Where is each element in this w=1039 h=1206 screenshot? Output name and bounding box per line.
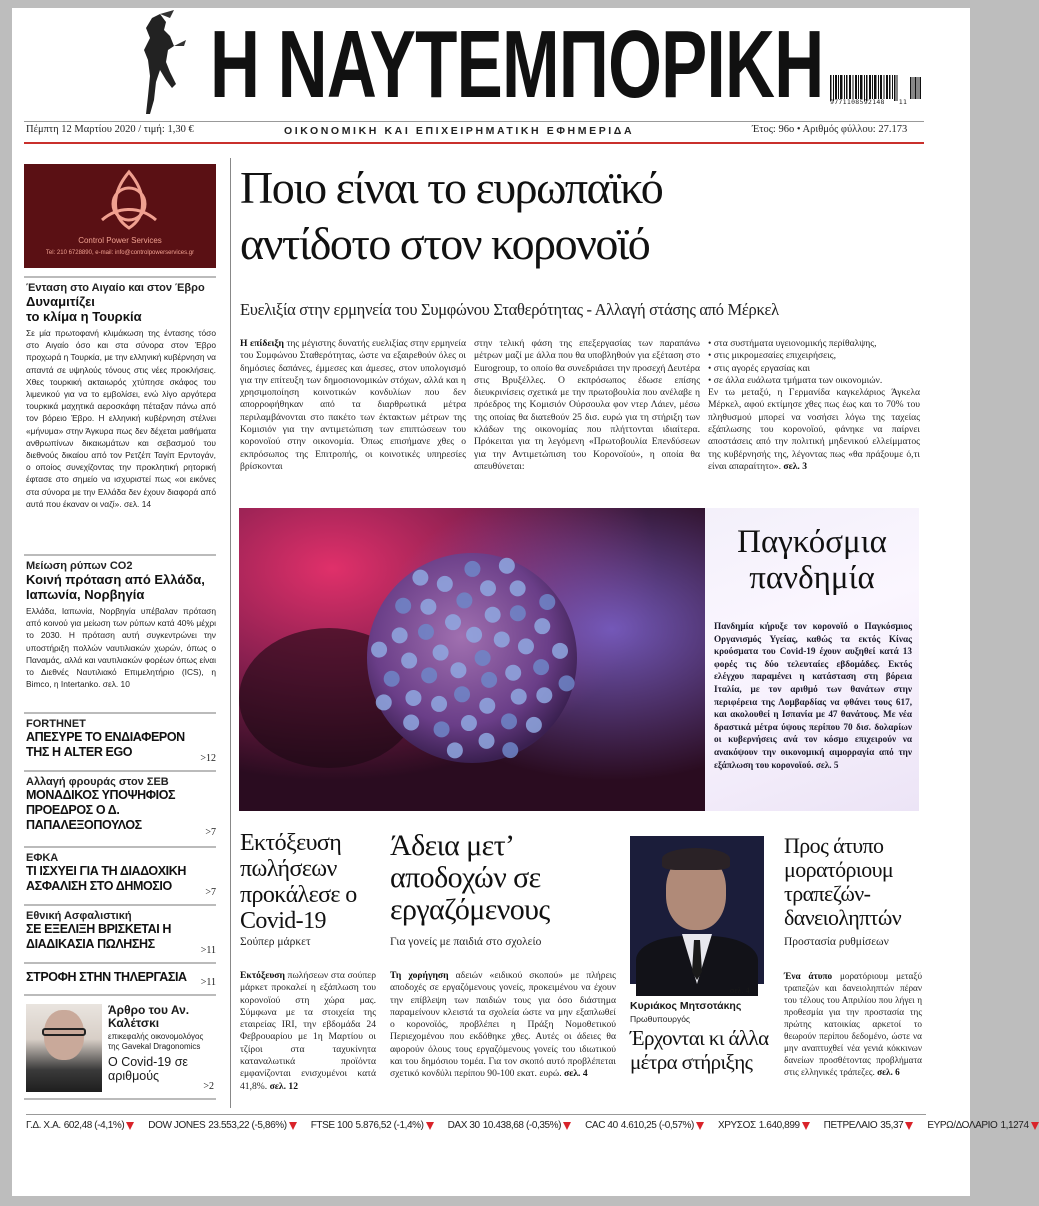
column-text: μορατόριουμ μεταξύ τραπεζών και δανειοληπτών πέραν του τέλους του Απριλίου που λήγει η προθεσμία για την προστασία της πρώτης κατοικίας αρκετοί το θεωρούν περίπου δεδομένο, ώστε να μην αναπτυχθεί νέα γενιά κόκκινων δανείων προσθέτοντας προβλήματα στις ελληνικές τράπεζες. — [784, 971, 922, 1077]
issue-info: Έτος: 96ο • Αριθμός φύλλου: 27.173 — [752, 124, 908, 135]
leave-deck: Για γονείς με παιδιά στο σχολείο — [390, 936, 542, 948]
coronavirus-illustration — [239, 508, 705, 811]
lead-column-3 — [708, 338, 920, 473]
virus-spike — [450, 662, 466, 678]
virus-spike — [445, 614, 461, 630]
virus-spike — [461, 715, 477, 731]
opinion-role: επικεφαλής οικονομολόγος της Gavekal Dragonomics — [108, 1032, 204, 1051]
leave-body — [390, 970, 616, 1081]
ticker-value: 1,1274 — [1000, 1120, 1029, 1131]
brief-kicker: ΕΦΚΑ — [26, 852, 59, 864]
leave-headline[interactable]: Άδεια μετ’ αποδοχών σε εργαζόμενους — [390, 829, 550, 926]
bullet-item: • στις αγορές εργασίας και — [708, 362, 811, 374]
virus-spike — [447, 742, 463, 758]
down-arrow-icon — [696, 1122, 704, 1130]
masthead-divider — [24, 121, 924, 122]
virus-spike — [479, 733, 495, 749]
virus-spike — [433, 645, 449, 661]
moratorium-headline[interactable]: Προς άτυπο μορατόριουμ τραπεζών-δανειοληπτών — [784, 833, 902, 930]
brief-headline: ΣΤΡΟΦΗ ΣΤΗΝ ΤΗΛΕΡΓΑΣΙΑ — [26, 970, 187, 984]
virus-spike — [384, 671, 400, 687]
sidebar-divider — [24, 1098, 216, 1100]
virus-spike — [539, 594, 555, 610]
headline-line: Δυναμιτίζει — [26, 294, 95, 309]
brief-headline: ΜΟΝΑΔΙΚΟΣ ΥΠΟΨΗΦΙΟΣ ΠΡΟΕΔΡΟΣ Ο Δ. ΠΑΠΑΛΕΞΟΠΟΥΛΟΣ — [26, 788, 176, 832]
ticker-value: 10.438,68 (-0,35%) — [482, 1120, 562, 1131]
opinion-headline: Ο Covid-19 σε αριθμούς — [108, 1055, 188, 1083]
ticker-label: ΕΥΡΩ/ΔΟΛΑΡΙΟ — [927, 1120, 998, 1131]
down-arrow-icon — [1031, 1122, 1039, 1130]
down-arrow-icon — [802, 1122, 810, 1130]
column-text: Εν τω μεταξύ, η Γερμανίδα καγκελάριος Άγκελα Μέρκελ, αφού εκτίμησε χθες πως έως και το 70% του πληθυσμού μπορεί να νοσήσει λόγω της ταχείας εξάπλωσης του κορονοϊού, φάνηκε να παίρνει αποστάσεις από την πολιτική μηδενικού ελλείμματος της κυβέρνησής της, λέγοντας πως «θα πράξουμε ό,τι είναι απαραίτητο». — [708, 387, 920, 472]
ticker-value: 4.610,25 (-0,57%) — [620, 1120, 694, 1131]
ticker-label: ΠΕΤΡΕΛΑΙΟ — [823, 1120, 878, 1131]
sidebar-divider — [24, 276, 216, 278]
ticker-label: FTSE 100 — [310, 1120, 353, 1131]
virus-spike — [499, 558, 515, 574]
brief-kicker: FORTHNET — [26, 718, 86, 730]
virus-spike — [559, 675, 575, 691]
virus-spike — [371, 642, 387, 658]
story-kicker: Ένταση στο Αιγαίο και στον Έβρο — [26, 282, 205, 294]
down-arrow-icon — [289, 1122, 297, 1130]
virus-spike — [485, 607, 501, 623]
virus-spike — [466, 627, 482, 643]
sidebar-divider — [24, 554, 216, 556]
supermarket-deck: Σούπερ μάρκετ — [240, 936, 311, 948]
virus-spike — [475, 650, 491, 666]
ticker-value: 35,37 — [880, 1120, 904, 1131]
virus-spike — [511, 689, 527, 705]
virus-spike — [376, 694, 392, 710]
sidebar-story-co2[interactable] — [26, 560, 216, 690]
page-ref: σελ. 12 — [269, 1080, 299, 1092]
lead-subheadline: Ευελιξία στην ερμηνεία του Συμφώνου Σταθερότητας - Αλλαγή στάσης από Μέρκελ — [240, 300, 779, 319]
ad-contact: Tel: 210 6728890, e-mail: info@controlpowerservices.gr — [45, 250, 195, 256]
ticker-label: ΧΡΥΣΟΣ — [717, 1120, 756, 1131]
barcode-addon: 11 — [898, 98, 908, 106]
brief-telework[interactable] — [26, 970, 216, 988]
lead-column-2: στην τελική φάση της επεξεργασίας των παραπάνω μέτρων μαζί με άλλα που θα υποβληθούν για εξέταση στο Eurogroup, το οποίο θα συνεδριάσει την προσεχή Δευτέρα στις Βρυξέλλες. Ο εκπρόσωπος έδωσε επίσης διευκρινίσεις σχετικά με την πρωτοβουλία που ανέλαβε η πρόεδρος της Κομισιόν Ούρσουλα φον ντερ Λάιεν, μέσω της οποίας θα διατεθούν 25 δισ. ευρώ για τη στήριξη των κλάδων της οικονομίας που πλήττονται ιδιαίτερα. Πρόκειται για τη λεγόμενη «Πρωτοβουλία Επενδύσεων για την Αντιμετώπιση του Κορονοϊού», η οποία θα απευθύνεται: — [474, 338, 700, 472]
ticker-label: DAX 30 — [447, 1120, 480, 1131]
down-arrow-icon — [126, 1122, 134, 1130]
page-ref: σελ. 3 — [783, 460, 807, 472]
barcode-number — [830, 98, 907, 106]
story-kicker: Μείωση ρύπων CO2 — [26, 560, 133, 572]
page-ref: σελ. 4 — [564, 1068, 588, 1080]
virus-spike — [505, 665, 521, 681]
pandemic-body: Πανδημία κήρυξε τον κορονοϊό ο Παγκόσμιος Οργανισμός Υγείας, καθώς τα εκτός Κίνας κρούσματα του Covid-19 έχουν αυξηθεί κατά 13 φορές τις δύο τελευταίες εβδομάδες. Εκτός ελέγχου παραμένει η κατάσταση στη βόρεια Ιταλία, με τον αριθμό των θανάτων στην περιφέρεια της Λομβαρδίας να φθάνει τους 617, και ακολουθεί η Ισπανία με 47 θανάτους. Με νέα δραστικά μέτρα ύψους περίπου 70 δισ. δολαρίων οι κυβερνήσεις ανά τον κόσμο επιχειρούν να ανακόψουν την οικονομική αιμορραγία από την εξάπλωση του κορονοϊού. σελ. 5 — [714, 621, 912, 770]
down-arrow-icon — [426, 1122, 434, 1130]
story-headline — [26, 294, 216, 324]
virus-spike — [421, 667, 437, 683]
column-divider — [230, 158, 231, 1108]
columnist-photo — [26, 1004, 102, 1092]
headline-line: πανδημία — [749, 560, 875, 596]
brief-ethniki[interactable] — [26, 910, 216, 956]
page-ref: >7 — [205, 887, 216, 898]
brief-forthnet[interactable] — [26, 718, 216, 764]
brief-headline: ΤΙ ΙΣΧΥΕΙ ΓΙΑ ΤΗ ΔΙΑΔΟΧΙΚΗ ΑΣΦΑΛΙΣΗ ΣΤΟ ΔΗΜΟΣΙΟ — [26, 864, 186, 893]
bullet-item: • σε άλλα ευάλωτα τμήματα των οικονομιών. — [708, 374, 883, 386]
sidebar-divider — [24, 712, 216, 714]
ticker-item — [148, 1120, 296, 1131]
pandemic-headline[interactable] — [712, 524, 912, 596]
ticker-value: 5.876,52 (-1,4%) — [355, 1120, 424, 1131]
pm-photo — [630, 836, 764, 984]
date-price: Πέμπτη 12 Μαρτίου 2020 / τιμή: 1,30 € — [26, 124, 194, 135]
red-rule — [24, 142, 924, 144]
newspaper-front-page — [12, 8, 1029, 1196]
virus-spike — [481, 672, 497, 688]
lead-in: Εκτόξευση — [240, 970, 285, 981]
virus-spike — [403, 714, 419, 730]
virus-spike — [420, 599, 436, 615]
ticker-label: Γ.Δ. Χ.Α. — [26, 1120, 61, 1131]
virus-spike — [392, 627, 408, 643]
virus-spike — [456, 592, 472, 608]
page-ref: >12 — [200, 753, 216, 764]
virus-spike — [518, 638, 534, 654]
triquetra-icon — [94, 166, 164, 236]
ticker-divider — [26, 1114, 926, 1115]
pm-role: Πρωθυπουργός — [630, 1014, 691, 1024]
sidebar-divider — [24, 770, 216, 772]
headline-line: το κλίμα η Τουρκία — [26, 309, 142, 324]
bullet-item: • στις μικρομεσαίες επιχειρήσεις, — [708, 350, 836, 362]
virus-spike — [536, 687, 552, 703]
brief-kicker: Εθνική Ασφαλιστική — [26, 910, 132, 922]
headline-line: αντίδοτο στον κορονοϊό — [240, 218, 650, 269]
moratorium-body — [784, 970, 922, 1078]
virus-spike — [418, 624, 434, 640]
masthead-title: Η ΝΑΥΤΕΜΠΟΡΙΚΗ — [210, 11, 824, 118]
glasses-icon — [42, 1028, 86, 1036]
ticker-label: DOW JONES — [148, 1120, 206, 1131]
pm-photo-page: σελ. 4 — [730, 986, 750, 995]
virus-spike — [533, 659, 549, 675]
supermarket-body — [240, 970, 376, 1093]
virus-spike — [534, 618, 550, 634]
lead-column-1 — [240, 338, 466, 473]
lead-in: Η επίδειξη — [240, 338, 284, 349]
virus-spike — [552, 643, 568, 659]
supermarket-headline[interactable]: Εκτόξευση πωλήσεων προκάλεσε ο Covid-19 — [240, 830, 357, 934]
pm-hair — [662, 848, 730, 870]
virus-spike — [431, 696, 447, 712]
virus-spike — [437, 576, 453, 592]
virus-spike — [480, 580, 496, 596]
story-body: Σε μία πρωτοφανή κλιμάκωση της έντασης τόσο στο Αιγαίο όσο και στα σύνορα στον Έβρο προχωρά η Τουρκία, με την ελληνική κυβέρνηση να απαντά σε υψηλούς τόνους στις νέες προκλήσεις. Χθες τουρκική ακταιωρός χτύπησε σκάφος του λιμενικού για να το εμβολίσει, ενώ λίγο αργότερα τουρκικά μαχητικά αεροσκάφη πέταξαν πάνω από τον βόρειο Έβρο. Η ελληνική κυβέρνηση στέλνει «μήνυμα» στην Άγκυρα πως δεν δέχεται μαθήματα ανθρωπίνων δικαιωμάτων και σεβασμού του διεθνούς δικαίου από τον Ρετζέπ Ταγίπ Ερντογάν, ο οποίος συνεχίζοντας την προκλητική ρητορική έφτασε στο σημείο να ισχυριστεί πως «οι εικόνες στα σύνορα με την Ελλάδα δεν έχουν διαφορά από αυτά που έκαναν οι ναζί». σελ. 14 — [26, 328, 216, 509]
brief-headline: ΑΠΕΣΥΡΕ ΤΟ ΕΝΔΙΑΦΕΡΟΝ ΤΗΣ Η ALTER EGO — [26, 730, 185, 759]
ad-control-power-services[interactable] — [24, 164, 216, 268]
column-text: της μέγιστης δυνατής ευελιξίας στην ερμηνεία του Συμφώνου Σταθερότητας, ώστε να εξαιρεθούν όλες οι δημόσιες δαπάνες, έμμεσες και άμεσες, στον υπολογισμό για την επίτευξη των δημοσιονομικών στόχων, αλλά και η χρησιμοποίηση κοινοτικών κονδυλίων που δεν απορροφήθηκαν από τα διαρθρωτικά μέτρα περιλαμβάνονται στο πακέτο των έκτακτων μέτρων της Κομισιόν για την αντιμετώπιση των επιπτώσεων του κορονοϊού στην οικονομία. Όπως επισήμανε χθες ο εκπρόσωπος της Επιτροπής, οι κοινοτικές υπηρεσίες βρίσκονται — [240, 338, 466, 472]
down-arrow-icon — [563, 1122, 571, 1130]
virus-spike — [464, 561, 480, 577]
virus-spike — [479, 698, 495, 714]
ticker-item — [718, 1120, 810, 1131]
tagline: ΟΙΚΟΝΟΜΙΚΗ ΚΑΙ ΕΠΙΧΕΙΡΗΜΑΤΙΚΗ ΕΦΗΜΕΡΙΔΑ — [284, 125, 635, 137]
virus-spike — [494, 631, 510, 647]
headline-line: Ποιο είναι το ευρωπαϊκό — [240, 162, 663, 213]
page-ref: σελ. 6 — [877, 1067, 900, 1077]
ticker-item — [824, 1120, 914, 1131]
sidebar-divider — [24, 994, 216, 996]
ticker-item — [448, 1120, 572, 1131]
page-ref: >11 — [200, 945, 216, 956]
moratorium-deck: Προστασία ρυθμίσεων — [784, 936, 889, 948]
virus-spike — [510, 580, 526, 596]
column-text: πωλήσεων στα σούπερ μάρκετ προκαλεί η εξάπλωση του κορονοϊού στη χώρα μας. Σύμφωνα με τα στοιχεία της εταιρείας IRI, την εβδομάδα 24 Φεβρουαρίου με 1η Μαρτίου οι τζίροι στα ταχυκίνητα καταναλωτικά προϊόντα εμφανίζονται ενισχυμένοι κατά 41,8%. — [240, 970, 376, 1092]
ticker-item — [26, 1120, 134, 1131]
lead-in: Τη χορήγηση — [390, 970, 449, 981]
brief-sev[interactable] — [26, 776, 216, 838]
column-text: αδειών «ειδικού σκοπού» με πλήρεις αποδοχές σε εργαζόμενους γονείς, προκειμένου να έχουν την επίβλεψη των παιδιών τους για όσο διάστημα παραμείνουν κλειστά τα σχολεία ώστε να μην εξαπλωθεί ο κορονοϊός, προβλέπει η Πράξη Νομοθετικού Περιεχομένου που εκδόθηκε χθες. Αυτές οι άδειες θα αφορούν όλους τους εργαζόμενους γονείς του ιδιωτικού και του δημόσιου τομέα. Για τον σκοπό αυτό προβλέπεται σχετικό κονδύλι περίπου 90-100 εκατ. ευρώ. — [390, 970, 616, 1080]
page-ref: >2 — [203, 1081, 214, 1092]
virus-spike — [454, 686, 470, 702]
ticker-value: 1.640,899 — [758, 1120, 800, 1131]
pm-name: Κυριάκος Μητσοτάκης — [630, 1000, 742, 1012]
story-headline: Κοινή πρόταση από Ελλάδα, Ιαπωνία, Νορβηγία — [26, 572, 205, 602]
opinion-label: Άρθρο του Αν. Καλέτσκι — [108, 1003, 190, 1030]
virus-spike — [434, 721, 450, 737]
ticker-item — [311, 1120, 434, 1131]
ticker-item — [585, 1120, 704, 1131]
virus-spike — [526, 717, 542, 733]
headline-line: Παγκόσμια — [737, 524, 887, 560]
story-body: Ελλάδα, Ιαπωνία, Νορβηγία υπέβαλαν πρόταση από κοινού για μείωση των ρύπων κατά 40% μέχρι το 2030. Η πρόταση αυτή συγκεντρώνει την υποστήριξη πολλών ναυτιλιακών χωρών, όπως ο Παναμάς, αλλά και ναυτιλιακών φορέων όπως είναι το Διεθνές Ναυτιλιακό Επιμελητήριο (ICS), η Bimco, η Intertanko. σελ. 10 — [26, 606, 216, 690]
virus-spike — [510, 605, 526, 621]
virus-spike — [405, 690, 421, 706]
virus-spike — [501, 713, 517, 729]
ad-company: Control Power Services — [78, 236, 162, 245]
virus-spike — [395, 598, 411, 614]
sidebar-divider — [24, 962, 216, 964]
opinion-article[interactable] — [108, 1004, 214, 1092]
ticker-value: 602,48 (-4,1%) — [63, 1120, 125, 1131]
ticker-label: CAC 40 — [585, 1120, 618, 1131]
virus-spike — [401, 653, 417, 669]
virus-spike — [412, 570, 428, 586]
barcode-digits: 9771108592148 — [830, 98, 885, 106]
brief-kicker: Αλλαγή φρουράς στον ΣΕΒ — [26, 776, 169, 788]
ticker-item — [927, 1120, 1038, 1131]
ticker-value: 23.553,22 (-5,86%) — [208, 1120, 287, 1131]
market-ticker — [26, 1120, 1029, 1131]
brief-headline: ΣΕ ΕΞΕΛΙΞΗ ΒΡΙΣΚΕΤΑΙ Η ΔΙΑΔΙΚΑΣΙΑ ΠΩΛΗΣΗΣ — [26, 922, 171, 951]
bullet-item: • στα συστήματα υγειονομικής περίθαλψης, — [708, 338, 877, 349]
sidebar-story-turkey[interactable] — [26, 282, 216, 510]
down-arrow-icon — [905, 1122, 913, 1130]
lead-headline[interactable] — [240, 160, 960, 272]
virus-spike — [502, 742, 518, 758]
sidebar-divider — [24, 904, 216, 906]
lead-in: Ένα άτυπο — [784, 971, 833, 981]
brief-efka[interactable] — [26, 852, 216, 898]
page-ref: >11 — [200, 977, 216, 988]
coronavirus-photo — [239, 508, 705, 811]
sidebar-divider — [24, 846, 216, 848]
hermes-logo-icon — [130, 10, 190, 118]
pm-headline[interactable]: Έρχονται κι άλλα μέτρα στήριξης — [630, 1026, 769, 1074]
page-ref: >7 — [205, 827, 216, 838]
